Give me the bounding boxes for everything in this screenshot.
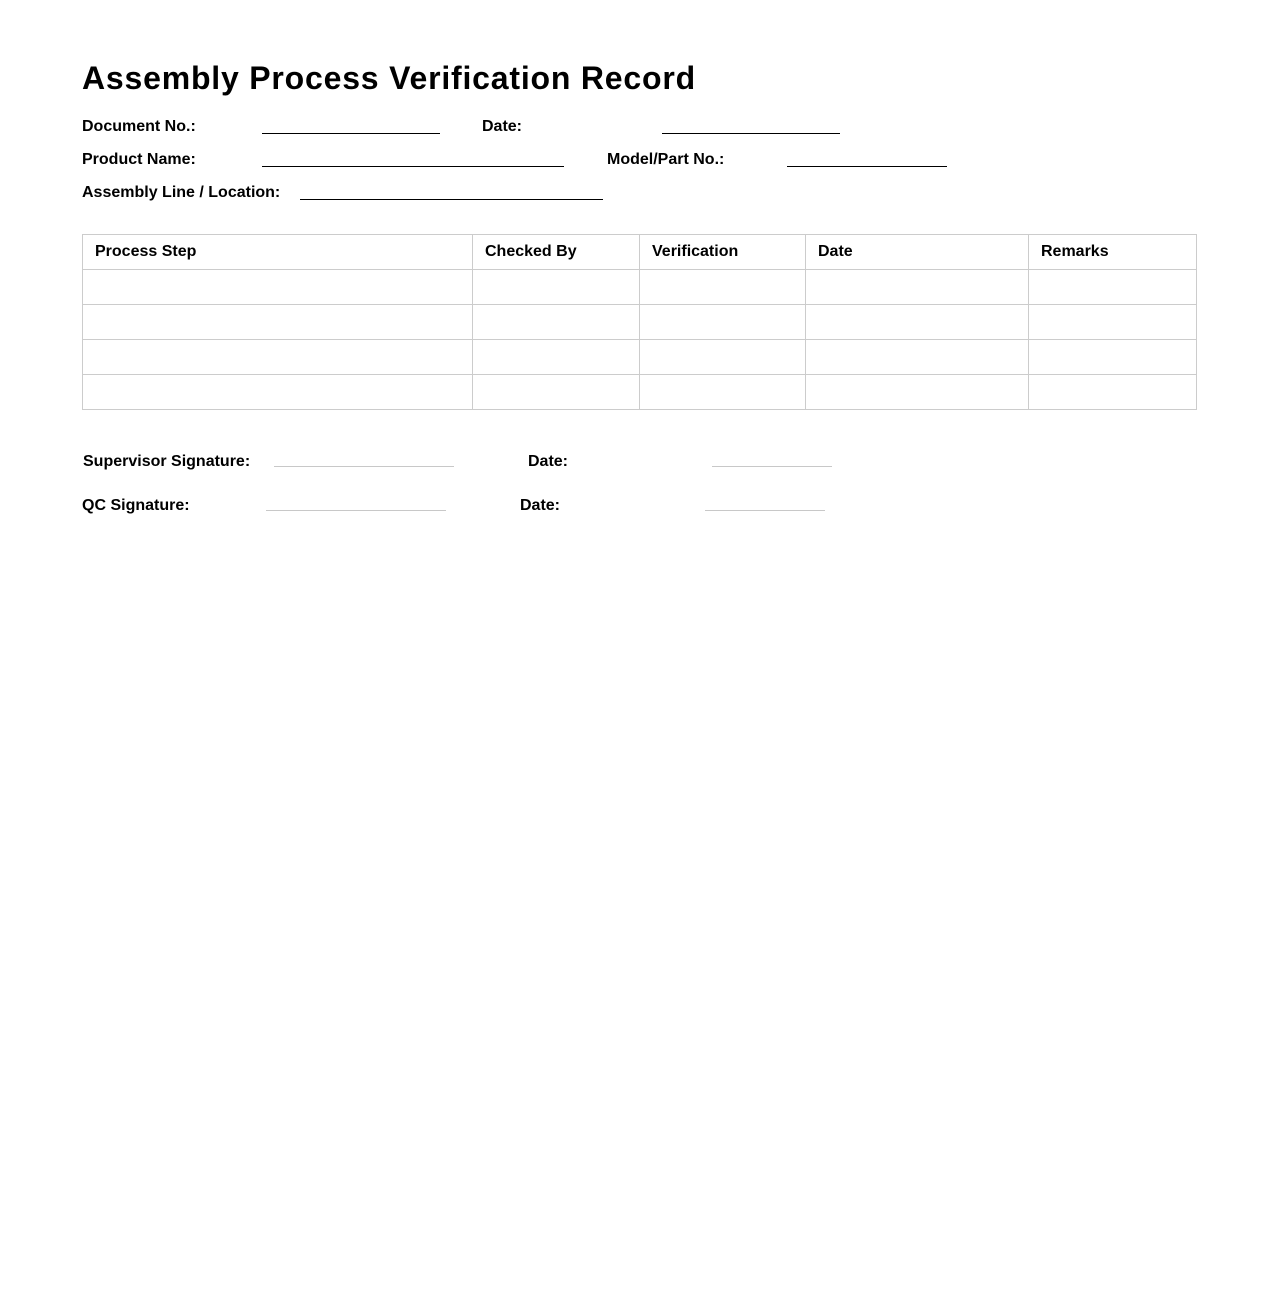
verification-cell[interactable] (640, 270, 806, 305)
table-row (83, 305, 1197, 340)
process-step-cell[interactable] (83, 305, 473, 340)
assembly-line-field[interactable] (300, 199, 603, 200)
date-field[interactable] (662, 133, 840, 134)
document-no-label: Document No.: (82, 118, 196, 135)
date-cell[interactable] (806, 375, 1029, 410)
product-name-field[interactable] (262, 166, 564, 167)
product-name-label: Product Name: (82, 151, 196, 168)
qc-date-label: Date: (520, 497, 561, 514)
assembly-line-label: Assembly Line / Location: (82, 184, 281, 201)
date-label: Date: (482, 118, 523, 135)
table-row (83, 340, 1197, 375)
column-header-process-step: Process Step (83, 235, 473, 270)
supervisor-date-label: Date: (528, 453, 569, 470)
verification-cell[interactable] (640, 340, 806, 375)
column-header-date: Date (806, 235, 1029, 270)
date-cell[interactable] (806, 270, 1029, 305)
qc-date-field[interactable] (705, 510, 825, 511)
qc-signature-label: QC Signature: (82, 497, 190, 514)
column-header-verification: Verification (640, 235, 806, 270)
process-step-cell[interactable] (83, 375, 473, 410)
column-header-checked-by: Checked By (473, 235, 640, 270)
checked-by-cell[interactable] (473, 270, 640, 305)
remarks-cell[interactable] (1029, 305, 1197, 340)
verification-cell[interactable] (640, 305, 806, 340)
table-header-row (83, 235, 1197, 270)
supervisor-signature-field[interactable] (274, 466, 454, 467)
date-cell[interactable] (806, 340, 1029, 375)
remarks-cell[interactable] (1029, 270, 1197, 305)
supervisor-signature-label: Supervisor Signature: (83, 453, 251, 470)
date-cell[interactable] (806, 305, 1029, 340)
qc-signature-field[interactable] (266, 510, 446, 511)
verification-cell[interactable] (640, 375, 806, 410)
checked-by-cell[interactable] (473, 305, 640, 340)
page-title: Assembly Process Verification Record (82, 60, 696, 96)
supervisor-date-field[interactable] (712, 466, 832, 467)
document-no-field[interactable] (262, 133, 440, 134)
process-step-cell[interactable] (83, 270, 473, 305)
remarks-cell[interactable] (1029, 375, 1197, 410)
column-header-remarks: Remarks (1029, 235, 1197, 270)
table-row (83, 270, 1197, 305)
table-row (83, 375, 1197, 410)
model-part-no-field[interactable] (787, 166, 947, 167)
model-part-no-label: Model/Part No.: (607, 151, 725, 168)
checked-by-cell[interactable] (473, 375, 640, 410)
checked-by-cell[interactable] (473, 340, 640, 375)
process-step-cell[interactable] (83, 340, 473, 375)
remarks-cell[interactable] (1029, 340, 1197, 375)
process-verification-table (82, 234, 1197, 410)
